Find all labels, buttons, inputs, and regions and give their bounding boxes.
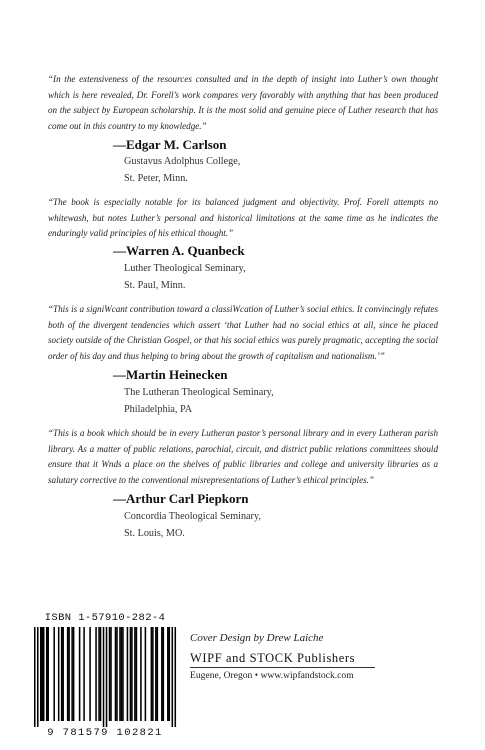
barcode-bar	[116, 627, 118, 721]
endorsement-quote-3: “This is a signiWcant contribution toward a classiWcation of Luther’s social ethics. It convincingly refutes both of the divergent tendencies which assert ‘that Luther had no social ethics at all, since he placed society outside of the Christian Gospel, or that his social ethics was purely pragmatic, accepting the social order of his day and thus helping to bring about the growth of capitalism and nationalism.’”	[48, 304, 438, 361]
endorsement-quote-2: “The book is especially notable for its balanced judgment and objectivity. Prof. Forell attempts no whitewash, but notes Luther’s personal and historical limitations at the same time as he indicates the enduringly valid principles of his ethical thought.”	[48, 197, 438, 239]
barcode-bar	[127, 627, 129, 721]
ean-digits: 9 781579 102821	[47, 727, 163, 739]
barcode-bar	[161, 627, 163, 721]
endorsement-author-3: —Martin Heinecken	[113, 367, 228, 382]
barcode-bar	[47, 627, 49, 721]
barcode-bar	[46, 627, 48, 721]
barcode-bar	[41, 627, 43, 721]
barcode-bar	[151, 627, 153, 721]
barcode-bar	[121, 627, 123, 721]
endorsement-quote-1: “In the extensiveness of the resources consulted and in the depth of insight into Luther’s own thought which is here revealed, Dr. Forell’s work compares very favorably with anything that has been produced on the subject by European scholarship. It is the most solid and genuine piece of Luther research that has come out in this country to my knowledge.”	[48, 74, 438, 131]
endorsement-author-1: —Edgar M. Carlson	[113, 137, 227, 152]
barcode-bar	[130, 627, 132, 721]
barcode-bar	[131, 627, 133, 721]
endorsement-author-2: —Warren A. Quanbeck	[113, 243, 245, 258]
isbn-label: ISBN 1-57910-282-4	[44, 612, 166, 624]
isbn-barcode	[31, 612, 179, 740]
endorsement-author-4: —Arthur Carl Piepkorn	[113, 491, 249, 506]
barcode-bar	[34, 627, 36, 727]
barcode-bar	[79, 627, 81, 721]
barcode-bar	[169, 627, 171, 721]
barcode-bar	[155, 627, 157, 721]
barcode-bar	[73, 627, 75, 721]
endorsement-affiliation-2b: St. Paul, Minn.	[124, 280, 186, 291]
endorsement-affiliation-1b: St. Peter, Minn.	[124, 173, 188, 184]
barcode-bar	[100, 627, 102, 721]
barcode-bar	[98, 627, 100, 721]
endorsement-affiliation-3a: The Lutheran Theological Seminary,	[124, 387, 274, 398]
barcode-bar	[53, 627, 55, 721]
barcode-bar	[145, 627, 147, 721]
barcode-bar	[62, 627, 64, 721]
endorsement-affiliation-1a: Gustavus Adolphus College,	[124, 156, 241, 167]
barcode-bar	[172, 627, 174, 727]
barcode-bar	[37, 627, 39, 727]
endorsement-quote-4: “This is a book which should be in every Lutheran pastor’s personal library and in every Lutheran parish library. As a matter of public relations, parochial, circuit, and district public relations committees should ensure that it Wnds a place on the shelves of public libraries and college and university libraries as a salutary corrective to the conventional misrepresentations of Luther’s ethical principles.”	[48, 428, 438, 485]
barcode-bar	[68, 627, 70, 721]
publisher-name: WIPF and STOCK Publishers	[190, 651, 356, 665]
barcode-bar	[134, 627, 136, 721]
barcode-bar	[67, 627, 69, 721]
endorsement-affiliation-3b: Philadelphia, PA	[124, 404, 193, 415]
barcode-bar	[83, 627, 85, 721]
barcode-bar	[103, 627, 105, 727]
publisher-divider	[190, 667, 375, 668]
barcode-bar	[40, 627, 42, 721]
endorsement-affiliation-2a: Luther Theological Seminary,	[124, 263, 246, 274]
barcode-bar	[175, 627, 177, 727]
barcode-bar	[71, 627, 73, 721]
barcode-bar	[157, 627, 159, 721]
cover-design-credit: Cover Design by Drew Laiche	[190, 632, 324, 644]
barcode-bar	[89, 627, 91, 721]
barcode-bar	[58, 627, 60, 721]
barcode-bar	[109, 627, 111, 721]
barcode-bar	[106, 627, 108, 727]
barcode-bar	[110, 627, 112, 721]
barcode-bar	[167, 627, 169, 721]
barcode-bar	[115, 627, 117, 721]
barcode-bar	[136, 627, 138, 721]
barcode-bar	[152, 627, 154, 721]
barcode-bars	[31, 627, 179, 727]
barcode-bar	[122, 627, 124, 721]
barcode-bar	[61, 627, 63, 721]
barcode-bar	[163, 627, 165, 721]
barcode-bar	[95, 627, 97, 721]
endorsement-affiliation-4a: Concordia Theological Seminary,	[124, 511, 261, 522]
publisher-address: Eugene, Oregon • www.wipfandstock.com	[190, 670, 354, 681]
endorsement-affiliation-4b: St. Louis, MO.	[124, 528, 185, 539]
barcode-bar	[43, 627, 45, 721]
barcode-bar	[140, 627, 142, 721]
barcode-bar	[119, 627, 121, 721]
